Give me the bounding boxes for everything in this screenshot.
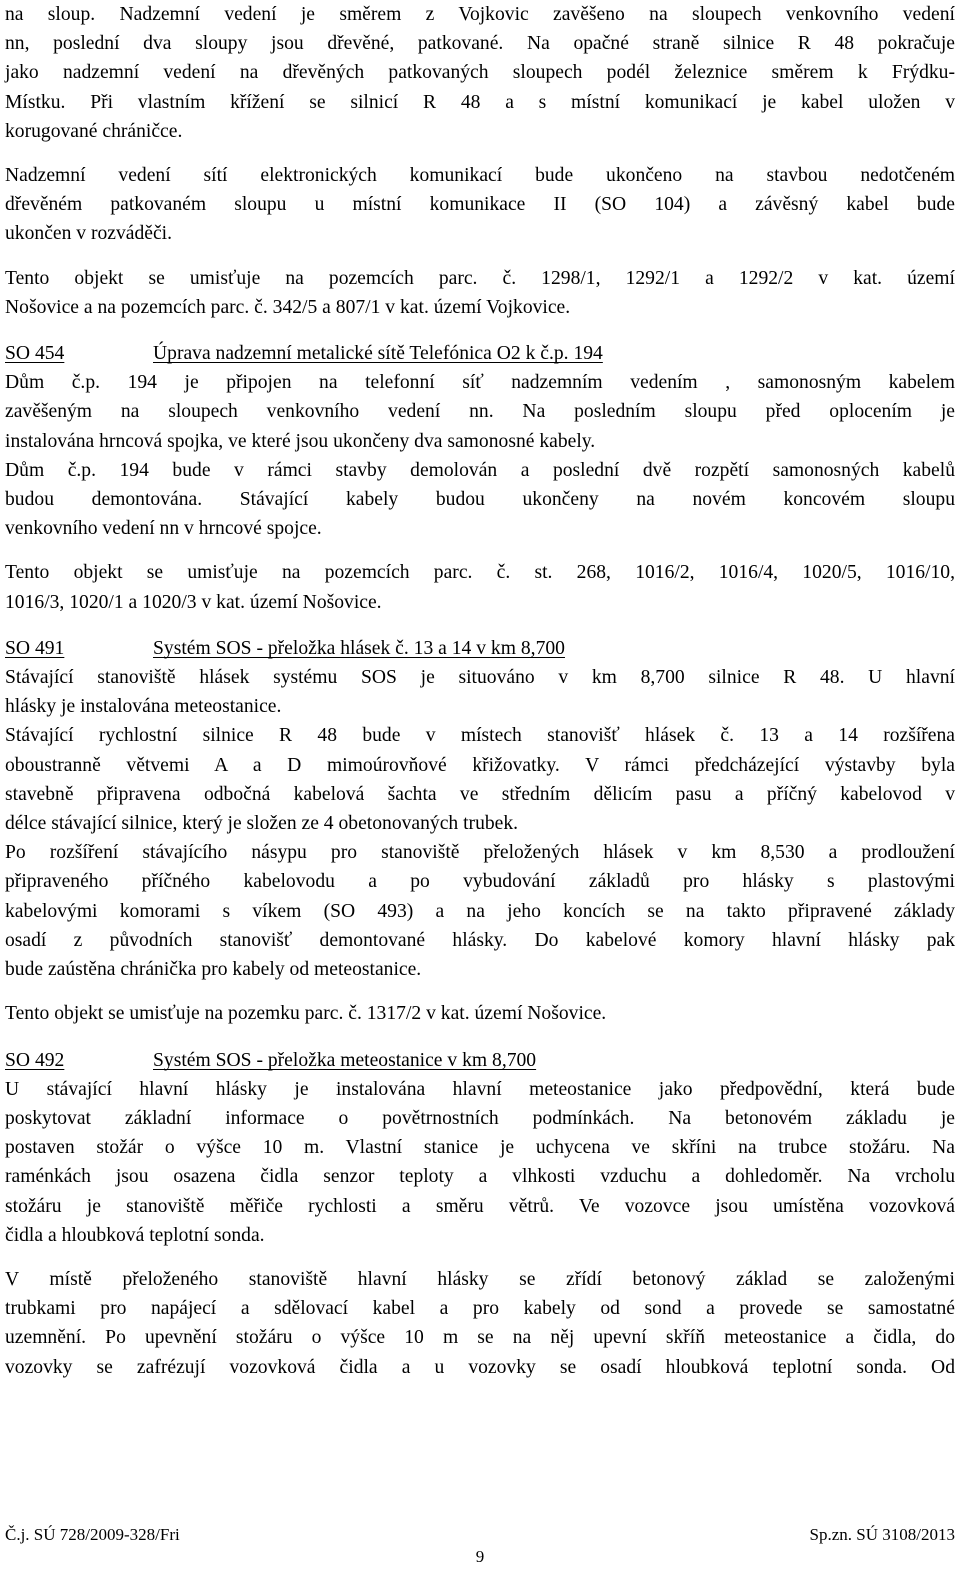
intro-paragraph: [5, 0, 955, 146]
so454-parcels-paragraph: [5, 558, 955, 616]
text-line: Nadzemní vedení sítí elektronických komunikací bude ukončeno na stavbou nedotčeném: [5, 165, 955, 187]
section-title: Systém SOS - přeložka hlásek č. 13 a 14 v km 8,700: [153, 637, 565, 659]
section-code: SO 491: [5, 637, 65, 659]
text-line: ukončen v rozváděči.: [5, 223, 173, 245]
so454-paragraph: [5, 368, 955, 543]
text-line: Stávající rychlostní silnice R 48 bude v místech stanovišť hlásek č. 13 a 14 rozšířena: [5, 725, 955, 747]
section-heading-so492: [5, 1046, 955, 1075]
section-code: SO 492: [5, 1049, 65, 1071]
text-line: hlásky je instalována meteostanice.: [5, 696, 282, 718]
text-line: Stávající stanoviště hlásek systému SOS je situováno v km 8,700 silnice R 48. U hlavní: [5, 667, 955, 689]
text-line: raménkách jsou osazena čidla senzor teploty a vlhkosti vzduchu a dohledoměr. Na vrcholu: [5, 1166, 955, 1188]
text-line: dřevěném patkovaném sloupu u místní komunikace II (SO 104) a závěsný kabel bude: [5, 194, 955, 216]
spacer: [5, 1029, 955, 1046]
section-heading-so454: [5, 339, 955, 368]
text-line: U stávající hlavní hlásky je instalována hlavní meteostanice jako předpovědní, která bude: [5, 1078, 955, 1100]
document-page: [5, 0, 955, 1382]
text-line: na sloup. Nadzemní vedení je směrem z Vojkovic zavěšeno na sloupech venkovního vedení: [5, 4, 955, 25]
text-line: Po rozšíření stávajícího násypu pro stanoviště přeložených hlásek v km 8,530 a prodloužení: [5, 842, 955, 864]
text-line: uzemnění. Po upevnění stožáru o výšce 10 m se na něj upevní skříň meteostanice a čidla, do: [5, 1327, 955, 1349]
spacer: [5, 984, 955, 999]
section-title: Systém SOS - přeložka meteostanice v km 8,700: [153, 1049, 537, 1071]
text-line: Dům č.p. 194 je připojen na telefonní síť nadzemním vedením , samonosným kabelem: [5, 372, 955, 394]
text-line: oboustranně větvemi A a D mimoúrovňové křižovatky. V rámci předcházející výstavby byla: [5, 754, 955, 776]
text-line: Tento objekt se umisťuje na pozemku parc. č. 1317/2 v kat. území Nošovice.: [5, 1003, 607, 1025]
text-line: stožáru je stanoviště měřiče rychlosti a směru větrů. Ve vozovce jsou umístěna vozovková: [5, 1195, 955, 1217]
text-line: venkovního vedení nn v hrncové spojce.: [5, 518, 322, 540]
page-number: 9: [475, 1547, 485, 1566]
text-line: poskytovat základní informace o povětrnostních podmínkách. Na betonovém základu je: [5, 1107, 955, 1129]
spacer: [5, 322, 955, 339]
text-line: zavěšeným na sloupech venkovního vedení nn. Na posledním sloupu před oplocením je: [5, 401, 955, 423]
text-line: Dům č.p. 194 bude v rámci stavby demolován a poslední dvě rozpětí samonosných kabelů: [5, 459, 955, 481]
text-line: vozovky se zafrézují vozovková čidla a u vozovky se osadí hloubková teplotní sonda. Od: [5, 1356, 955, 1378]
text-line: korugované chráničce.: [5, 120, 183, 142]
spacer: [5, 249, 955, 264]
section-code: SO 454: [5, 343, 65, 365]
spacer: [5, 1250, 955, 1265]
so491-parcels-paragraph: [5, 999, 955, 1028]
text-line: postaven stožár o výšce 10 m. Vlastní stanice je uchycena ve skříni na trubce stožáru. Na: [5, 1137, 955, 1159]
text-line: nn, poslední dva sloupy jsou dřevěné, patkované. Na opačné straně silnice R 48 pokračuje: [5, 33, 955, 55]
file-number: Sp.zn. SÚ 3108/2013: [809, 1525, 955, 1544]
text-line: osadí z původních stanovišť demontované hlásky. Do kabelové komory hlavní hlásky pak: [5, 929, 955, 951]
so492-paragraph-2: [5, 1265, 955, 1382]
text-line: instalována hrncová spojka, ve které jsou ukončeny dva samonosné kabely.: [5, 430, 596, 452]
page-footer: [5, 1524, 955, 1546]
text-line: délce stávající silnice, který je složen ze 4 obetonovaných trubek.: [5, 813, 519, 835]
spacer: [5, 617, 955, 634]
text-line: připraveného příčného kabelovodu a po vybudování základů pro hlásky s plastovými: [5, 871, 955, 893]
so492-paragraph: [5, 1075, 955, 1250]
text-line: budou demontována. Stávající kabely budou ukončeny na novém koncovém sloupu: [5, 489, 955, 511]
text-line: stavebně připravena odbočná kabelová šachta ve středním dělicím pasu a příčný kabelovod v: [5, 783, 955, 805]
text-line: Nošovice a na pozemcích parc. č. 342/5 a 807/1 v kat. území Vojkovice.: [5, 296, 571, 318]
text-line: Tento objekt se umisťuje na pozemcích parc. č. 1298/1, 1292/1 a 1292/2 v kat. území: [5, 267, 955, 289]
text-line: Místku. Při vlastním křížení se silnicí R 48 a s místní komunikací je kabel uložen v: [5, 91, 955, 113]
reference-number: Č.j. SÚ 728/2009-328/Fri: [5, 1525, 180, 1544]
telecom-paragraph: [5, 161, 955, 249]
section-title: Úprava nadzemní metalické sítě Telefónica O2 k č.p. 194: [153, 343, 603, 365]
text-line: bude zaústěna chránička pro kabely od meteostanice.: [5, 959, 422, 981]
section-heading-so491: [5, 634, 955, 663]
text-line: trubkami pro napájecí a sdělovací kabel a pro kabely od sond a provede se samostatné: [5, 1298, 955, 1320]
spacer: [5, 543, 955, 558]
spacer: [5, 146, 955, 161]
parcels-paragraph: [5, 264, 955, 322]
text-line: kabelovými komorami s víkem (SO 493) a na jeho koncích se na takto připravené základy: [5, 900, 955, 922]
so491-paragraph: [5, 663, 955, 984]
text-line: 1016/3, 1020/1 a 1020/3 v kat. území Nošovice.: [5, 591, 382, 613]
text-line: jako nadzemní vedení na dřevěných patkovaných sloupech podél železnice směrem k Frýdku-: [5, 62, 955, 84]
text-line: Tento objekt se umisťuje na pozemcích parc. č. st. 268, 1016/2, 1016/4, 1020/5, 1016/10,: [5, 562, 955, 584]
text-line: čidla a hloubková teplotní sonda.: [5, 1224, 265, 1246]
text-line: V místě přeloženého stanoviště hlavní hlásky se zřídí betonový základ se založenými: [5, 1268, 955, 1290]
